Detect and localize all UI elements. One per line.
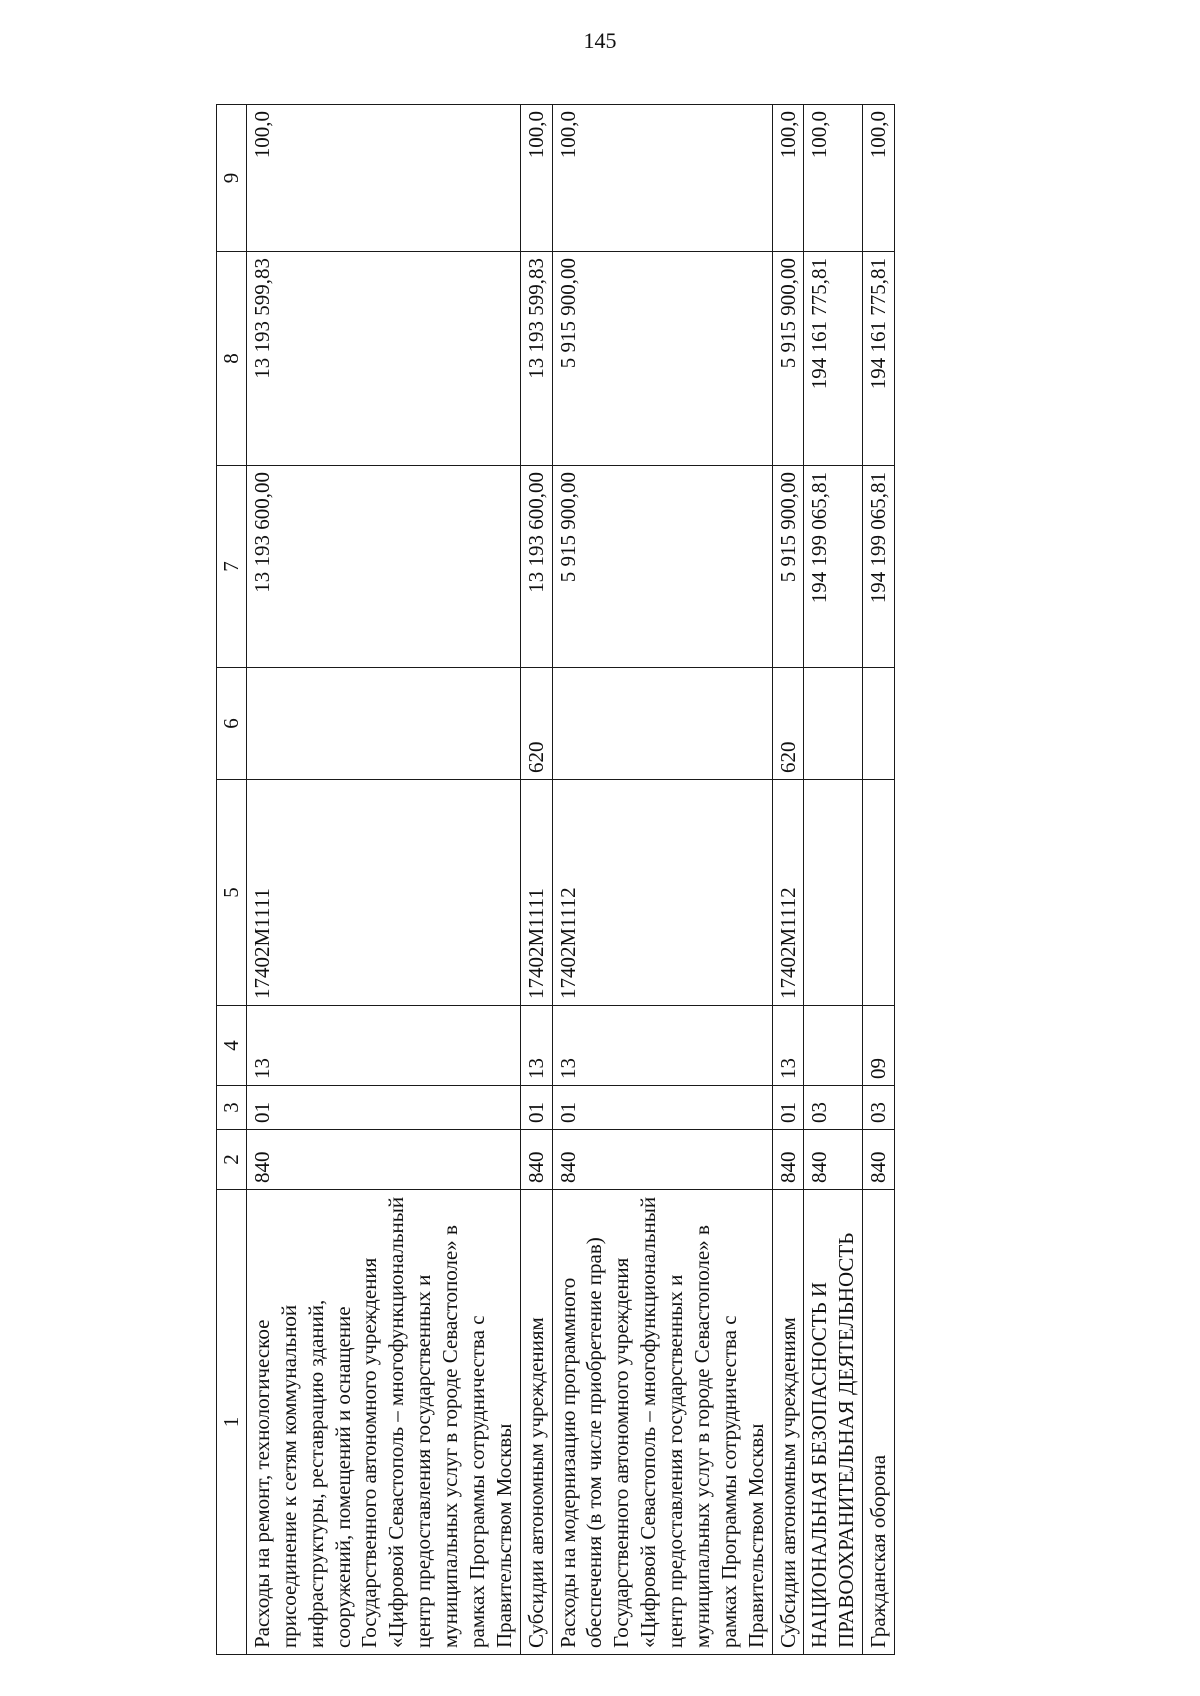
table-row — [863, 105, 895, 1655]
header-cell: 5 — [217, 780, 247, 1006]
rotated-table-wrapper — [216, 105, 1036, 1655]
cell-section: 01 — [772, 1086, 804, 1130]
cell-target-article: 17402М1112 — [552, 780, 772, 1006]
row-name-cell: Гражданская оборона — [863, 1190, 895, 1655]
row-name-cell: Субсидии автономным учреждениям — [520, 1190, 552, 1655]
cell-percent: 100,0 — [520, 105, 552, 252]
cell-plan: 194 199 065,81 — [804, 466, 863, 668]
header-cell: 2 — [217, 1130, 247, 1190]
cell-plan: 194 199 065,81 — [863, 466, 895, 668]
row-name-cell: Субсидии автономным учреждениям — [772, 1190, 804, 1655]
cell-subsection: 09 — [863, 1006, 895, 1086]
header-cell: 4 — [217, 1006, 247, 1086]
cell-target-article — [863, 780, 895, 1006]
cell-percent: 100,0 — [246, 105, 520, 252]
header-cell: 7 — [217, 466, 247, 668]
budget-table — [216, 104, 895, 1655]
cell-plan: 13 193 600,00 — [520, 466, 552, 668]
cell-actual: 194 161 775,81 — [804, 252, 863, 466]
cell-expense-type — [246, 668, 520, 780]
cell-actual: 13 193 599,83 — [246, 252, 520, 466]
cell-actual: 5 915 900,00 — [772, 252, 804, 466]
header-cell: 1 — [217, 1190, 247, 1655]
cell-expense-type: 620 — [772, 668, 804, 780]
table-row — [246, 105, 520, 1655]
cell-grbs: 840 — [552, 1130, 772, 1190]
table-row — [552, 105, 772, 1655]
cell-percent: 100,0 — [863, 105, 895, 252]
row-name-cell: Расходы на ремонт, технологическое присоединение к сетям коммунальной инфраструктуры, реставрацию зданий, сооружений, помещений и оснащение Государственного автономного учреждения «Цифровой Севастополь – многофункциональный центр предоставления государственных и муниципальных услуг в городе Севастополе» в рамках Программы сотрудничества с Правительством Москвы — [246, 1190, 520, 1655]
cell-grbs: 840 — [520, 1130, 552, 1190]
cell-section: 01 — [552, 1086, 772, 1130]
page-number: 145 — [583, 28, 617, 53]
cell-subsection: 13 — [772, 1006, 804, 1086]
row-name-cell: Расходы на модернизацию программного обеспечения (в том числе приобретение прав) Государственного автономного учреждения «Цифровой Севастополь – многофункциональный центр предоставления государственных и муниципальных услуг в городе Севастополе» в рамках Программы сотрудничества с Правительством Москвы — [552, 1190, 772, 1655]
cell-section: 01 — [246, 1086, 520, 1130]
cell-percent: 100,0 — [772, 105, 804, 252]
cell-plan: 5 915 900,00 — [772, 466, 804, 668]
table-row — [772, 105, 804, 1655]
cell-target-article: 17402М1111 — [246, 780, 520, 1006]
cell-expense-type: 620 — [520, 668, 552, 780]
cell-percent: 100,0 — [552, 105, 772, 252]
cell-grbs: 840 — [246, 1130, 520, 1190]
cell-grbs: 840 — [804, 1130, 863, 1190]
cell-subsection — [804, 1006, 863, 1086]
cell-section: 03 — [804, 1086, 863, 1130]
cell-subsection: 13 — [552, 1006, 772, 1086]
cell-expense-type — [863, 668, 895, 780]
cell-subsection: 13 — [520, 1006, 552, 1086]
header-cell: 8 — [217, 252, 247, 466]
header-cell: 3 — [217, 1086, 247, 1130]
cell-grbs: 840 — [863, 1130, 895, 1190]
cell-target-article: 17402М1112 — [772, 780, 804, 1006]
header-cell: 6 — [217, 668, 247, 780]
cell-grbs: 840 — [772, 1130, 804, 1190]
cell-actual: 5 915 900,00 — [552, 252, 772, 466]
table-row — [804, 105, 863, 1655]
cell-target-article — [804, 780, 863, 1006]
cell-section: 03 — [863, 1086, 895, 1130]
cell-target-article: 17402М1111 — [520, 780, 552, 1006]
header-row — [217, 105, 247, 1655]
cell-section: 01 — [520, 1086, 552, 1130]
cell-expense-type — [804, 668, 863, 780]
cell-plan: 5 915 900,00 — [552, 466, 772, 668]
header-cell: 9 — [217, 105, 247, 252]
cell-subsection: 13 — [246, 1006, 520, 1086]
cell-percent: 100,0 — [804, 105, 863, 252]
row-name-cell: НАЦИОНАЛЬНАЯ БЕЗОПАСНОСТЬ И ПРАВООХРАНИТЕЛЬНАЯ ДЕЯТЕЛЬНОСТЬ — [804, 1190, 863, 1655]
cell-actual: 194 161 775,81 — [863, 252, 895, 466]
cell-plan: 13 193 600,00 — [246, 466, 520, 668]
table-row — [520, 105, 552, 1655]
cell-expense-type — [552, 668, 772, 780]
cell-actual: 13 193 599,83 — [520, 252, 552, 466]
